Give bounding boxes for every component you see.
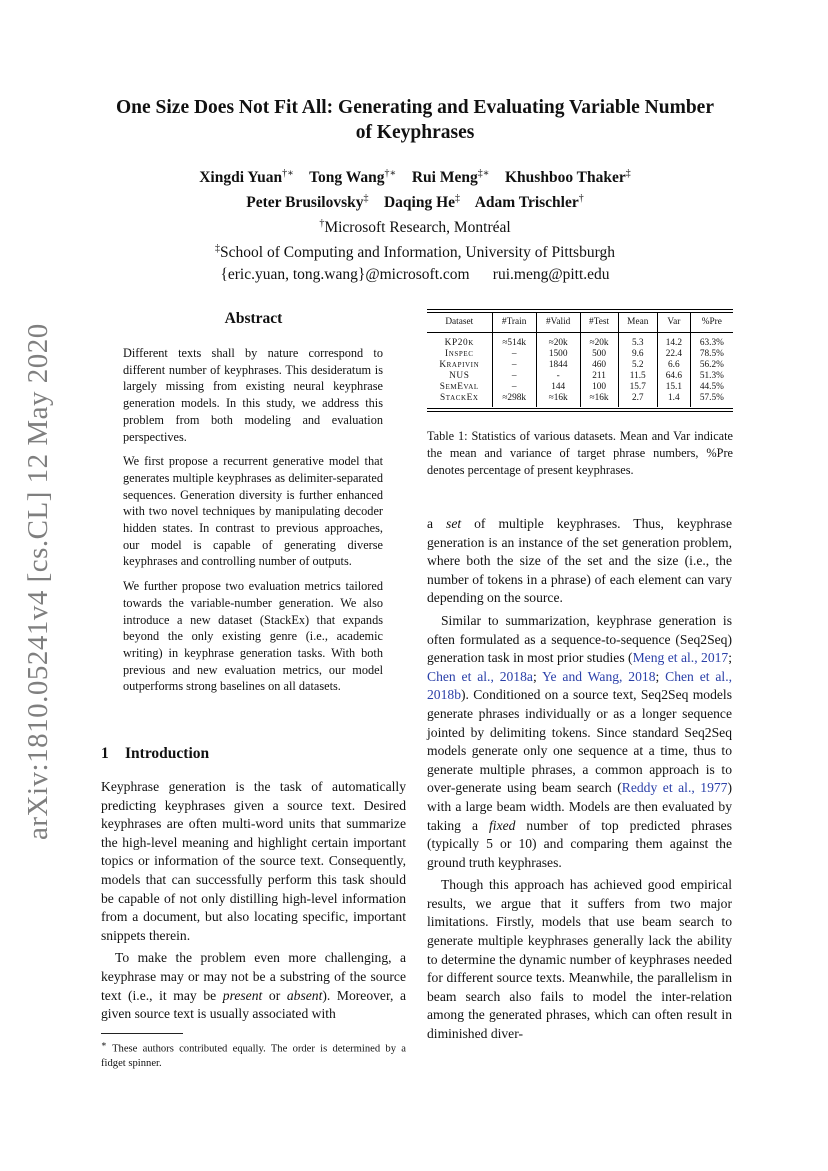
body-paragraph: Though this approach has achieved good empirical results, we argue that it suffers from two major limitations. Firstly, models that use beam search to generate multiple keyphrases generally lack the ability to determine the dynamic number of keyphrases needed for different source texts. Meanwhile, the parallelism in beam search also fails to model the inter-relation among the generated phrases, which can often result in diminished diver- <box>427 877 732 1042</box>
table-cell: Krapivin <box>439 360 480 370</box>
table-cell: 15.7 <box>618 382 658 393</box>
author-name: Daqing He <box>383 194 456 212</box>
table-cell: StackEx <box>439 393 479 403</box>
author-mark: ‡ <box>455 193 461 205</box>
author-block <box>80 163 750 285</box>
table-cell: 63.3% <box>690 333 733 350</box>
table-cell: 144 <box>536 382 580 393</box>
table-cell: 15.1 <box>658 382 691 393</box>
citation-link[interactable]: Ye and Wang, 2018 <box>542 668 656 684</box>
table-cell: 44.5% <box>690 382 733 393</box>
author-name: Khushboo Thaker <box>505 169 626 187</box>
emphasis: set <box>446 516 462 531</box>
text-run: Similar to summarization, keyphrase generation is often formulated as a sequence-to-sequence (Seq2Seq) generation task in most prior studies ( <box>427 612 732 666</box>
footnote <box>101 1037 406 1071</box>
abstract-paragraph: We first propose a recurrent generative model that generates multiple keyphrases as delimiter-separated sequences. Generation diversity is further enhanced with two novel techniques by manipulating decoder hidden states. In contrast to previous approaches, our model is capable of generating diverse keyphrases and controlling number of outputs. <box>123 454 383 569</box>
table-rule <box>427 411 733 412</box>
text-run: ; <box>728 650 732 666</box>
table-caption: Table 1: Statistics of various datasets. Mean and Var indicate the mean and variance of target phrase numbers, %Pre denotes percentage of present keyphrases. <box>427 429 733 477</box>
section-heading <box>101 745 209 763</box>
author-name: Rui Meng <box>411 169 478 187</box>
table-row <box>427 382 733 393</box>
body-paragraph <box>427 515 732 608</box>
table-row <box>427 371 733 382</box>
table-cell: KP20k <box>444 338 474 348</box>
section-title: Introduction <box>125 745 210 762</box>
text-run: number of top predicted phrases (typically 5 or 10) and comparing them against the ground truth keyphrases. <box>427 817 732 870</box>
text-run: ; <box>655 668 666 684</box>
table-cell: 1500 <box>536 349 580 360</box>
table-header-cell: #Test <box>580 313 618 333</box>
emphasis: fixed <box>489 817 516 833</box>
author-name: Tong Wang <box>309 169 385 187</box>
table-cell: SemEval <box>439 382 479 392</box>
statistics-table <box>427 309 733 412</box>
affiliation-mark: † <box>319 218 325 230</box>
table-cell: 1.4 <box>658 393 691 407</box>
table-cell: ≈298k <box>492 393 536 407</box>
text-run: ) with a large beam width. Models are then evaluated by taking a <box>427 780 733 833</box>
emphasis: absent <box>286 987 323 1003</box>
affiliation-2 <box>80 238 750 263</box>
left-column-body <box>101 778 406 1024</box>
table-row <box>427 333 733 350</box>
table-cell: – <box>492 360 536 371</box>
table-header-cell: Dataset <box>445 317 474 327</box>
table-header-row <box>427 313 733 333</box>
abstract-heading: Abstract <box>224 310 283 327</box>
table-header-cell: #Valid <box>536 313 580 333</box>
table-cell: 9.6 <box>618 349 658 360</box>
table-cell: 56.2% <box>690 360 733 371</box>
abstract-body <box>123 345 383 703</box>
author-name: Adam Trischler <box>474 194 579 212</box>
table-cell: 22.4 <box>658 349 691 360</box>
affiliation-1 <box>80 213 750 238</box>
table-cell: 51.3% <box>690 371 733 382</box>
table-cell: ≈20k <box>536 333 580 350</box>
table-cell: 14.2 <box>658 333 691 350</box>
footnote-text: These authors contributed equally. The order is determined by a fidget spinner. <box>101 1043 406 1069</box>
affiliation-text: School of Computing and Information, University of Pittsburgh <box>220 244 615 262</box>
table-header-cell: %Pre <box>690 313 733 333</box>
table-row <box>427 360 733 371</box>
table-cell: ≈20k <box>580 333 618 350</box>
author-mark: ‡∗ <box>477 168 490 179</box>
author-mark: †∗ <box>282 168 294 179</box>
table-cell: 5.2 <box>618 360 658 371</box>
section-number: 1 <box>101 745 109 762</box>
author-mark: ‡ <box>625 168 631 179</box>
table-row <box>427 393 733 407</box>
authors-line-1 <box>80 163 750 188</box>
text-run: or <box>262 987 287 1003</box>
table-cell: 100 <box>580 382 618 393</box>
table-cell: ≈16k <box>580 393 618 407</box>
abstract-paragraph: We further propose two evaluation metrics tailored towards the variable-number generation. We also introduce a new dataset (StackEx) that expands beyond the only existing genre (i.e., academic writing) in keyphrase generation tasks. With both previous and new evaluation metrics, our model outperforms strong baselines on all datasets. <box>123 579 383 694</box>
author-emails: {eric.yuan, tong.wang}@microsoft.com rui.meng@pitt.edu <box>220 265 610 283</box>
text-run: ). Moreover, a given source text is usually associated with <box>101 987 406 1022</box>
table-rule <box>427 309 733 310</box>
author-mark: †∗ <box>384 168 397 179</box>
table-header-cell: Mean <box>618 313 658 333</box>
table-cell: – <box>492 382 536 393</box>
table-cell: 64.6 <box>658 371 691 382</box>
emphasis: present <box>222 987 263 1003</box>
author-name: Peter Brusilovsky <box>246 194 364 212</box>
table-cell: 57.5% <box>690 393 733 407</box>
title-line-1: One Size Does Not Fit All: Generating and Evaluating Variable Number <box>115 97 714 118</box>
table-cell: 5.3 <box>618 333 658 350</box>
authors-line-2 <box>80 188 750 213</box>
citation-link[interactable]: Chen et al., 2018b <box>427 668 732 703</box>
table-cell: – <box>492 371 536 382</box>
text-run: a <box>427 516 447 531</box>
table-cell: 1844 <box>536 360 580 371</box>
body-paragraph <box>101 949 406 1023</box>
table-cell: 2.7 <box>618 393 658 407</box>
table-header-cell: Var <box>658 313 691 333</box>
table-rule <box>427 408 733 409</box>
table-cell: 211 <box>580 371 618 382</box>
text-run: of multiple keyphrases. Thus, keyphrase generation is an instance of the set generation problem, where both the size of the set and the size (i.e., the number of tokens in a phrase) of each element can vary depending on the source. <box>427 516 732 606</box>
table-cell: ≈16k <box>536 393 580 407</box>
footnote-mark: ∗ <box>101 1039 108 1049</box>
arxiv-identifier: arXiv:1810.05241v4 [cs.CL] 12 May 2020 <box>22 323 54 840</box>
table-cell: 460 <box>580 360 618 371</box>
citation-link[interactable]: Chen et al., 2018a <box>427 668 533 684</box>
table-cell: ≈514k <box>492 333 536 350</box>
author-mark: † <box>578 193 584 205</box>
footnote-rule <box>101 1033 183 1034</box>
text-run: ; <box>532 668 543 684</box>
right-column-body <box>427 515 732 1044</box>
author-name: Xingdi Yuan <box>199 169 283 187</box>
body-paragraph <box>427 612 732 872</box>
table-cell: – <box>492 349 536 360</box>
title-line-2: of Keyphrases <box>355 122 475 143</box>
table-cell: 78.5% <box>690 349 733 360</box>
affiliation-mark: ‡ <box>215 243 221 255</box>
table-header-cell: #Train <box>492 313 536 333</box>
table-cell: - <box>536 371 580 382</box>
citation-link[interactable]: Meng et al., 2017 <box>632 650 729 666</box>
paper-title <box>80 95 750 145</box>
table-cell: NUS <box>449 371 470 381</box>
table-row <box>427 349 733 360</box>
body-paragraph: Keyphrase generation is the task of automatically predicting keyphrases given a source text. Desired keyphrases are often multi-word units that summarize the high-level meaning and highlight certain important topics or information of the source text. Consequently, models that can successfully perform this task should be capable of not only distilling high-level information from a document, but also locating specific, important snippets therein. <box>101 779 406 943</box>
table-cell: Inspec <box>445 349 474 359</box>
author-mark: ‡ <box>363 193 369 205</box>
affiliation-text: Microsoft Research, Montréal <box>324 219 511 237</box>
table-cell: 11.5 <box>618 371 658 382</box>
table-cell: 500 <box>580 349 618 360</box>
citation-link[interactable]: Reddy et al., 1977 <box>621 780 728 796</box>
table-cell: 6.6 <box>658 360 691 371</box>
abstract-paragraph: Different texts shall by nature correspond to different number of keyphrases. This desideratum is largely missing from existing neural keyphrase generation models. In this study, we address this problem from both modeling and evaluation perspectives. <box>123 346 383 444</box>
text-run: ). Conditioned on a source text, Seq2Seq models generate phrases individually or as a longer sequence jointed by delimiting tokens. Since standard Seq2Seq models generate only one sequence at a time, thus to generate multiple phrases, a common approach is to over-generate using beam search ( <box>427 687 732 796</box>
text-run: To make the problem even more challenging, a keyphrase may or may not be a substring of the source text (i.e., it may be <box>101 950 406 1003</box>
